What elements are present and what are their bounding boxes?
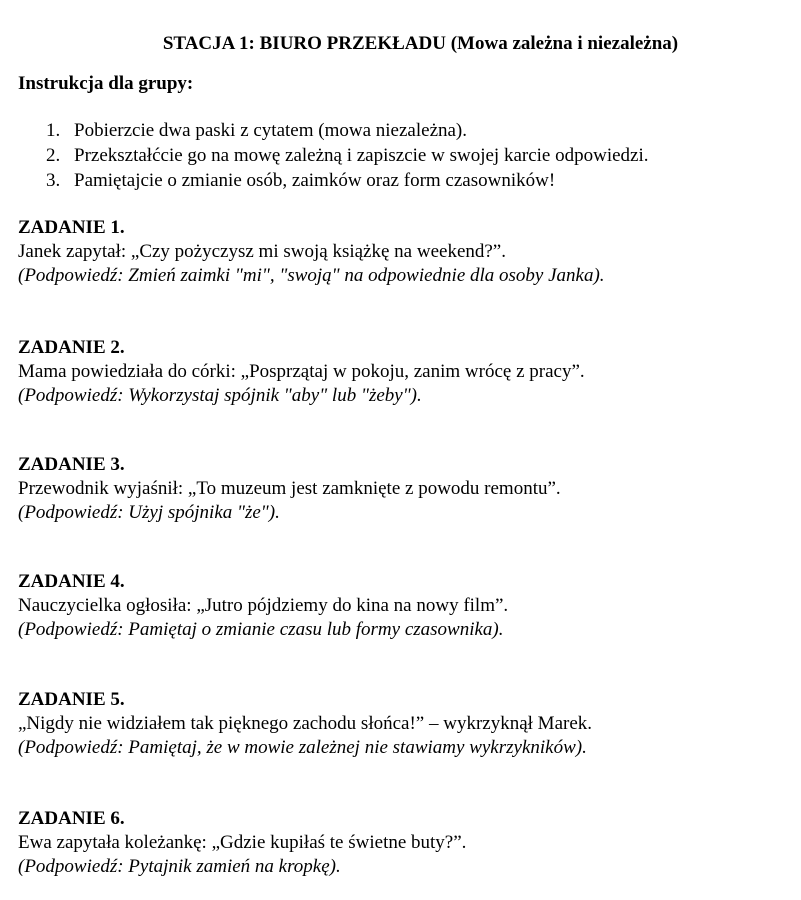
task-quote: Mama powiedziała do córki: „Posprzątaj w pokoju, zanim wrócę z pracy”. (18, 361, 585, 382)
task-quote: Ewa zapytała koleżankę: „Gdzie kupiłaś te świetne buty?”. (18, 832, 467, 853)
instruction-item (46, 143, 649, 168)
task-hint: (Podpowiedź: Zmień zaimki "mi", "swoją" na odpowiednie dla osoby Janka). (18, 265, 605, 286)
instruction-number: 1. (46, 120, 61, 141)
task-block (18, 687, 592, 760)
task-quote: Przewodnik wyjaśnił: „To muzeum jest zamknięte z powodu remontu”. (18, 478, 561, 499)
task-hint: (Podpowiedź: Wykorzystaj spójnik "aby" lub "żeby"). (18, 385, 422, 406)
task-hint: (Podpowiedź: Pamiętaj, że w mowie zależnej nie stawiamy wykrzykników). (18, 737, 587, 758)
task-quote: „Nigdy nie widziałem tak pięknego zachodu słońca!” – wykrzyknął Marek. (18, 713, 593, 734)
task-hint: (Podpowiedź: Pamiętaj o zmianie czasu lub formy czasownika). (18, 619, 504, 640)
task-block (18, 452, 561, 525)
task-title: ZADANIE 3. (18, 454, 125, 475)
task-title: ZADANIE 5. (18, 689, 125, 710)
task-quote: Janek zapytał: „Czy pożyczysz mi swoją książkę na weekend?”. (18, 241, 506, 262)
instructions-list (46, 118, 649, 193)
task-block (18, 335, 585, 408)
instruction-item (46, 118, 649, 143)
instruction-text: Przekształćcie go na mowę zależną i zapiszcie w swojej karcie odpowiedzi. (74, 145, 649, 166)
page-title: STACJA 1: BIURO PRZEKŁADU (Mowa zależna i niezależna) (162, 33, 679, 54)
instruction-text: Pamiętajcie o zmianie osób, zaimków oraz form czasowników! (74, 170, 556, 191)
task-block (18, 806, 466, 879)
task-title: ZADANIE 2. (18, 337, 125, 358)
instruction-number: 3. (46, 170, 61, 191)
task-title: ZADANIE 1. (18, 217, 125, 238)
instruction-item (46, 168, 649, 193)
instructions-heading: Instrukcja dla grupy: (18, 73, 194, 94)
task-block (18, 569, 508, 642)
task-block (18, 215, 605, 288)
task-title: ZADANIE 4. (18, 571, 125, 592)
instruction-text: Pobierzcie dwa paski z cytatem (mowa niezależna). (74, 120, 468, 141)
instruction-number: 2. (46, 145, 61, 166)
task-hint: (Podpowiedź: Użyj spójnika "że"). (18, 502, 280, 523)
task-hint: (Podpowiedź: Pytajnik zamień na kropkę). (18, 856, 341, 877)
task-title: ZADANIE 6. (18, 808, 125, 829)
task-quote: Nauczycielka ogłosiła: „Jutro pójdziemy do kina na nowy film”. (18, 595, 509, 616)
